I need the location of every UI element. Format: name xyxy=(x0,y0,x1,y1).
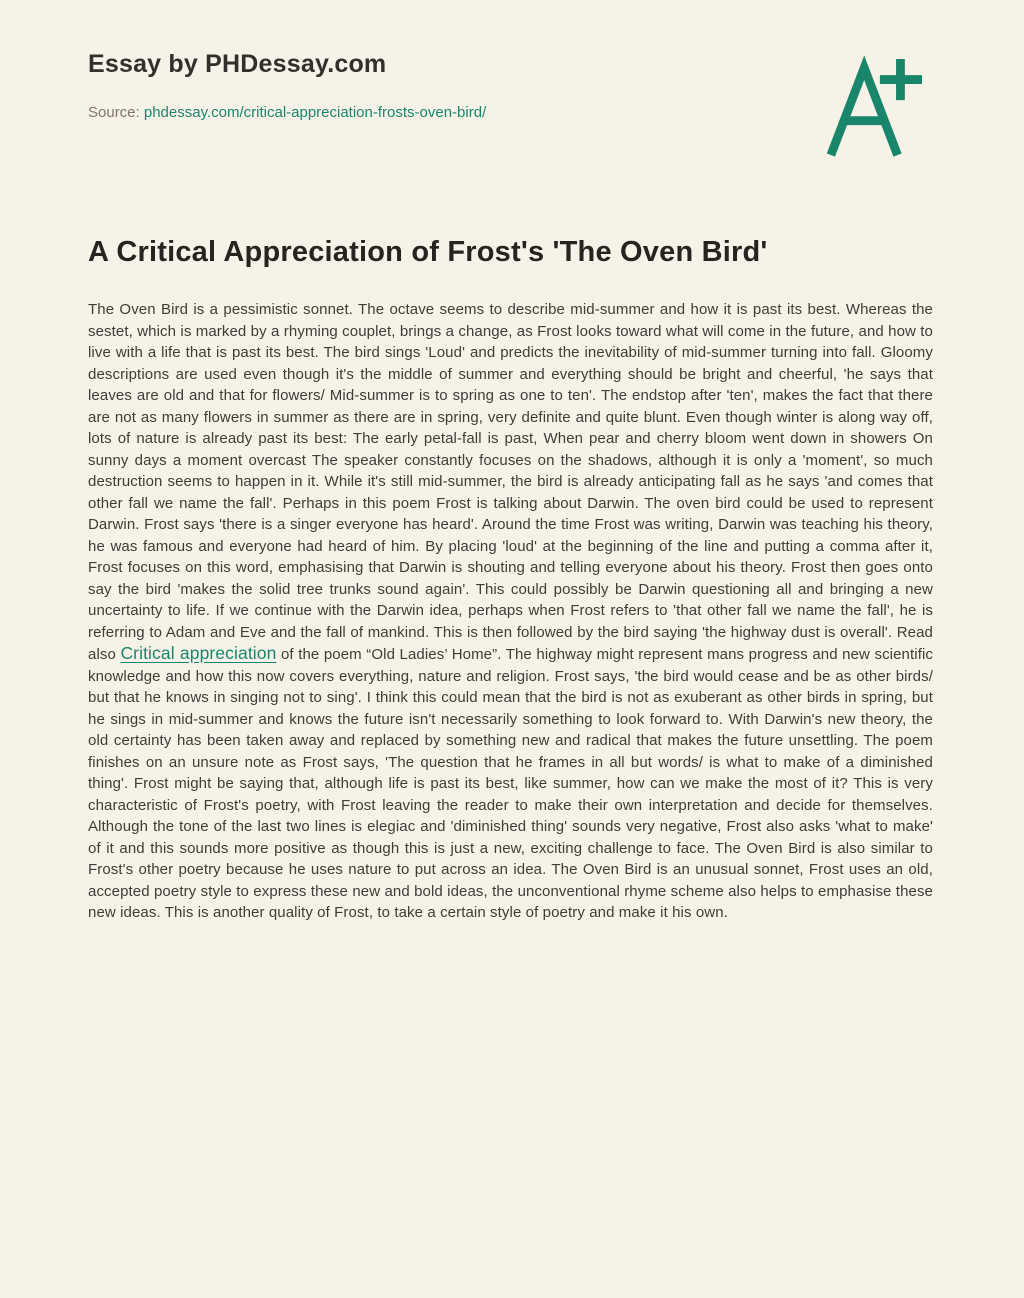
essay-title: A Critical Appreciation of Frost's 'The Oven Bird' xyxy=(88,236,768,268)
critical-appreciation-link[interactable]: Critical appreciation xyxy=(120,643,277,663)
page-header xyxy=(88,50,933,164)
source-line xyxy=(88,104,486,121)
header-left xyxy=(88,50,486,121)
source-link[interactable]: phdessay.com/critical-appreciation-frosts-oven-bird/ xyxy=(143,104,487,121)
site-title: Essay by PHDessay.com xyxy=(88,50,387,78)
essay-body xyxy=(88,299,933,924)
essay-text-part1: The Oven Bird is a pessimistic sonnet. The octave seems to describe mid-summer and how it is past its best. Whereas the sestet, which is marked by a rhyming couplet, brings a change, as Frost looks toward what will come in the future, and how to live with a life that is past its best. The bird sings 'Loud' and predicts the inevitability of mid-summer turning into fall. Gloomy descriptions are used even though it's the middle of summer and everything should be bright and cheerful, 'he says that leaves are old and that for flowers/ Mid-summer is to spring as one to ten'. The endstop after 'ten', makes the fact that there are not as many flowers in summer as there are in spring, very definite and quite blunt. Even though winter is along way off, lots of nature is already past its best: The early petal-fall is past, When pear and cherry bloom went down in showers On sunny days a moment overcast The speaker constantly focuses on the shadows, although it is only a 'moment', so much destruction seems to happen in it. While it's still mid-summer, the bird is already anticipating fall as he says 'and comes that other fall we name the fall'. Perhaps in this poem Frost is talking about Darwin. The oven bird could be used to represent Darwin. Frost says 'there is a singer everyone has heard'. Around the time Frost was writing, Darwin was teaching his theory, he was famous and everyone had heard of him. By placing 'loud' at the beginning of the line and putting a comma after it, Frost focuses on this word, emphasising that Darwin is shouting and telling everyone about his theory. Frost then goes onto say the bird 'makes the solid tree trunks sound again'. This could possibly be Darwin questioning all and bringing a new uncertainty to life. If we continue with the Darwin idea, perhaps when Frost refers to 'that other fall we name the fall', he is referring to Adam and Eve and the fall of mankind. This is then followed by the bird saying 'the highway dust is overall'. Read also xyxy=(88,301,933,663)
essay-text-part2: of the poem “Old Ladies’ Home”. The highway might represent mans progress and new scientific knowledge and how this now covers everything, nature and religion. Frost says, 'the bird would cease and be as other birds/ but that he knows in singing not to sing'. I think this could mean that the bird is not as exuberant as other birds in spring, but he sings in mid-summer and knows the future isn't necessarily something to look forward to. With Darwin's new theory, the old certainty has been taken away and replaced by something new and radical that makes the future unsettling. The poem finishes on an unsure note as Frost says, 'The question that he frames in all but words/ is what to make of a diminished thing'. Frost might be saying that, although life is past its best, like summer, how can we make the most of it? This is very characteristic of Frost's poetry, with Frost leaving the reader to make their own interpretation and decide for themselves. Although the tone of the last two lines is elegiac and 'diminished thing' sounds very negative, Frost also asks 'what to make' of it and this sounds more positive as though this is just a new, exciting challenge to face. The Oven Bird is also similar to Frost's other poetry because he uses nature to put across an idea. The Oven Bird is an unusual sonnet, Frost uses an old, accepted poetry style to express these new and bold ideas, the unconventional rhyme scheme also helps to emphasise these new ideas. This is another quality of Frost, to take a certain style of poetry and make it his own. xyxy=(88,646,933,921)
a-plus-logo-icon xyxy=(825,55,923,164)
source-label: Source: xyxy=(88,104,140,121)
